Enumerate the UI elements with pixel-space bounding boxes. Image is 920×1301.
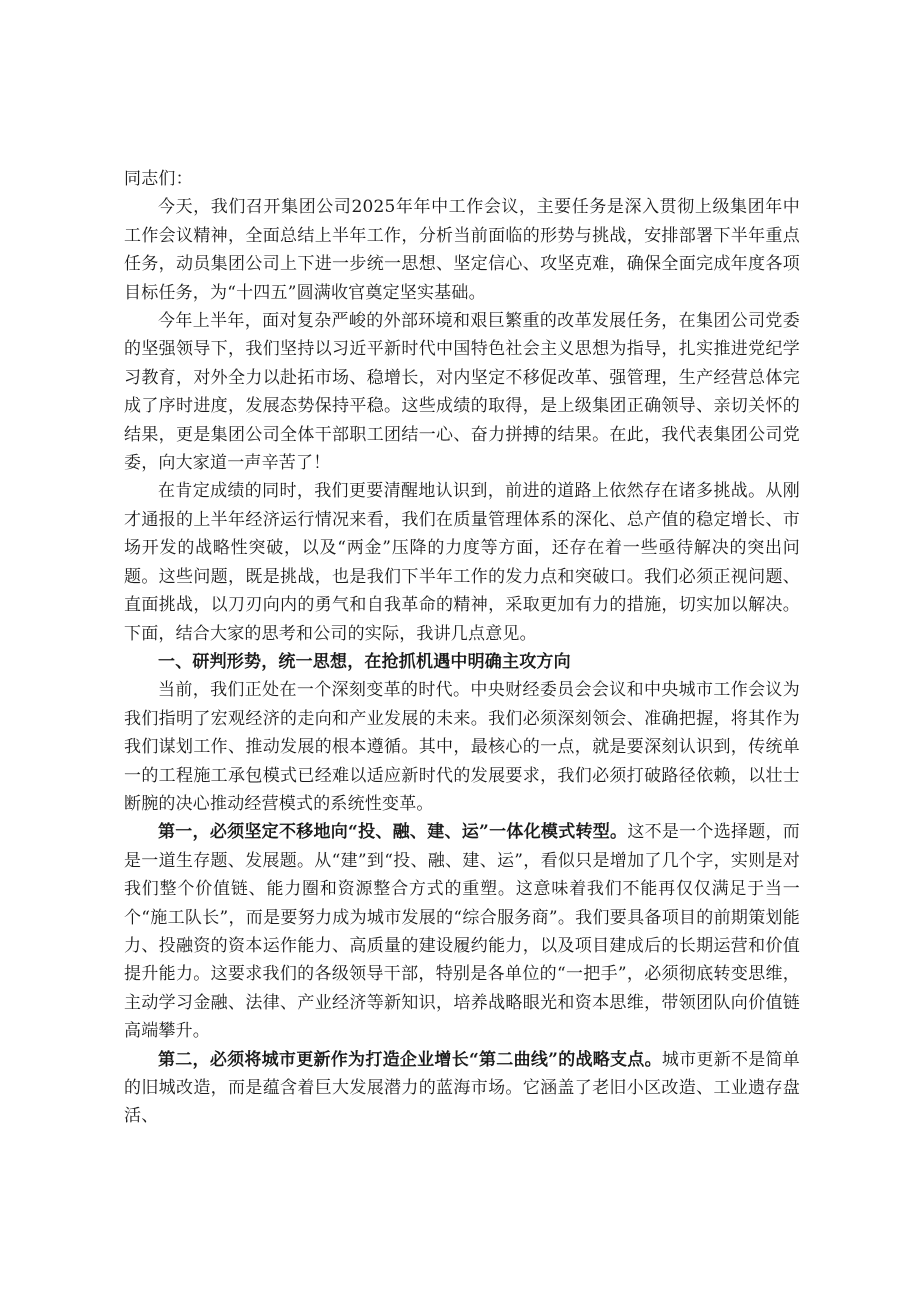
opening-paragraph: 今天，我们召开集团公司2025年年中工作会议，主要任务是深入贯彻上级集团年中工作会议精神，全面总结上半年工作，分析当前面临的形势与挑战，安排部署下半年重点任务，动员集团公司上下进一步统一思想、坚定信心、攻坚克难，确保全面完成年度各项目标任务，为“十四五”圆满收官奠定坚实基础。 [124,197,800,303]
point-2-paragraph [124,1046,800,1131]
achievements-paragraph: 今年上半年，面对复杂严峻的外部环境和艰巨繁重的改革发展任务，在集团公司党委的坚强领导下，我们坚持以习近平新时代中国特色社会主义思想为指导，扎实推进党纪学习教育，对外全力以赴拓市场、稳增长，对内坚定不移促改革、强管理，生产经营总体完成了序时进度，发展态势保持平稳。这些成绩的取得，是上级集团正确领导、亲切关怀的结果，更是集团公司全体干部职工团结一心、奋力拼搏的结果。在此，我代表集团公司党委，向大家道一声辛苦了！ [124,311,800,474]
document-body [124,165,800,1131]
salutation: 同志们： [124,169,193,189]
challenges-paragraph: 在肯定成绩的同时，我们更要清醒地认识到，前进的道路上依然存在诸多挑战。从刚才通报的上半年经济运行情况来看，我们在质量管理体系的深化、总产值的稳定增长、市场开发的战略性突破，以及“两金”压降的力度等方面，还存在着一些亟待解决的突出问题。这些问题，既是挑战，也是我们下半年工作的发力点和突破口。我们必须正视问题、直面挑战，以刀刃向内的勇气和自我革命的精神，采取更加有力的措施，切实加以解决。下面，结合大家的思考和公司的实际，我讲几点意见。 [124,481,800,644]
point-2-body: 城市更新不是简单的旧城改造，而是蕴含着巨大发展潜力的蓝海市场。它涵盖了老旧小区改造、工业遗存盘活、 [124,1049,800,1127]
point-1-body: 这不是一个选择题，而是一道生存题、发展题。从“建”到“投、融、建、运”，看似只是增加了几个字，实则是对我们整个价值链、能力圈和资源整合方式的重塑。这意味着我们不能再仅仅满足于当一个“施工队长”，而是要努力成为城市发展的“综合服务商”。我们要具备项目的前期策划能力、投融资的资本运作能力、高质量的建设履约能力，以及项目建成后的长期运营和价值提升能力。这要求我们的各级领导干部，特别是各单位的“一把手”，必须彻底转变思维，主动学习金融、法律、产业经济等新知识，培养战略眼光和资本思维，带领团队向价值链高端攀升。 [124,822,801,1042]
point-1-paragraph [124,818,800,1045]
section-1-intro: 当前，我们正处在一个深刻变革的时代。中央财经委员会会议和中央城市工作会议为我们指明了宏观经济的走向和产业发展的未来。我们必须深刻领会、准确把握，将其作为我们谋划工作、推动发展的根本遵循。其中，最核心的一点，就是要深刻认识到，传统单一的工程施工承包模式已经难以适应新时代的发展要求，我们必须打破路径依赖，以壮士断腕的决心推动经营模式的系统性变革。 [124,680,800,814]
point-2-lead: 第二，必须将城市更新作为打造企业增长“第二曲线”的战略支点。 [158,1049,662,1070]
section-heading-1: 一、研判形势，统一思想，在抢抓机遇中明确主攻方向 [158,651,571,672]
point-1-lead: 第一，必须坚定不移地向“投、融、建、运”一体化模式转型。 [158,822,628,843]
